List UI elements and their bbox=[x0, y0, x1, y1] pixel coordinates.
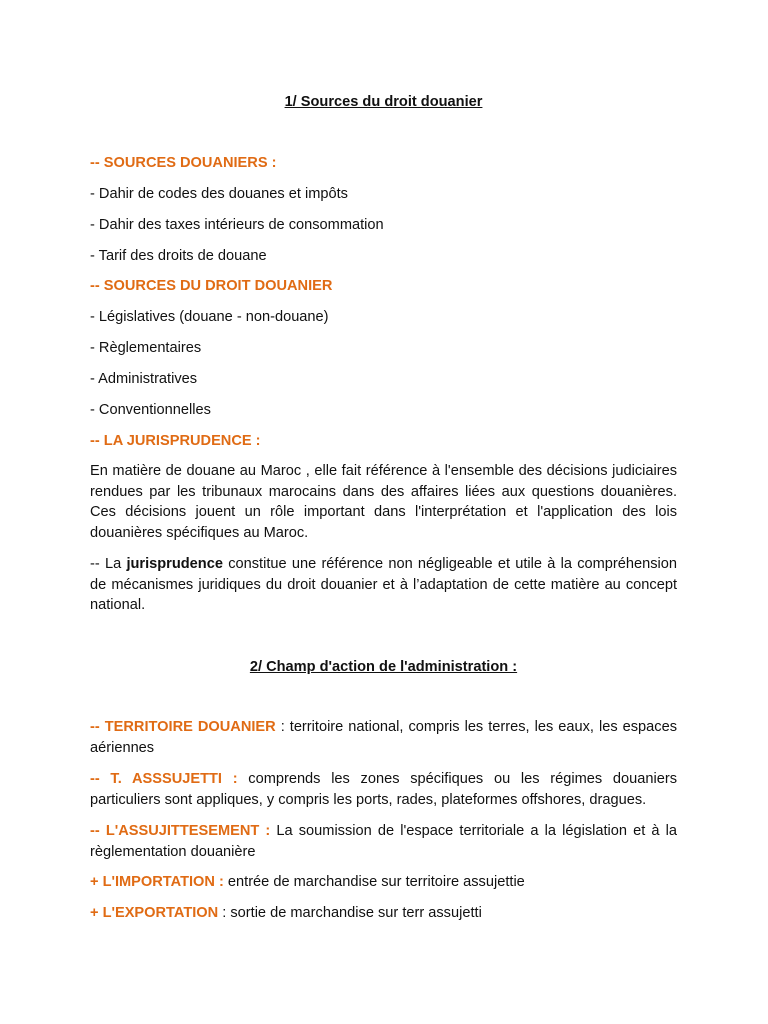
section-2-title: 2/ Champ d'action de l'administration : bbox=[249, 659, 518, 675]
list-item: - Tarif des droits de douane bbox=[90, 248, 267, 264]
heading-sources-droit-douanier: -- SOURCES DU DROIT DOUANIER bbox=[90, 278, 333, 294]
definition-text: La soumission de l'espace territoriale a la législation et à la règlementation douanière bbox=[90, 823, 677, 860]
heading-sources-douaniers: -- SOURCES DOUANIERS : bbox=[90, 155, 277, 171]
paragraph-jurisprudence-role bbox=[90, 554, 677, 616]
definition-label: + L'EXPORTATION bbox=[90, 905, 219, 921]
list-item: - Administratives bbox=[90, 371, 198, 387]
definition-label: + L'IMPORTATION : bbox=[90, 874, 224, 890]
definition-label: -- TERRITOIRE DOUANIER bbox=[90, 719, 276, 735]
keyword-jurisprudence: jurisprudence bbox=[126, 556, 223, 572]
list-item: - Règlementaires bbox=[90, 340, 202, 356]
definition-text: : territoire national, compris les terres, les eaux, les espaces aériennes bbox=[90, 719, 677, 756]
definition-item bbox=[90, 769, 677, 810]
list-item: - Législatives (douane - non-douane) bbox=[90, 309, 329, 325]
definition-text: entrée de marchandise sur territoire assujettie bbox=[223, 874, 525, 890]
definition-text: : sortie de marchandise sur terr assujetti bbox=[218, 905, 482, 921]
definition-text: comprends les zones spécifiques ou les régimes douaniers particuliers sont appliques, y compris les ports, rades, plateformes offshores, dragues. bbox=[90, 771, 677, 808]
heading-jurisprudence: -- LA JURISPRUDENCE : bbox=[90, 433, 261, 449]
definition-item bbox=[90, 717, 677, 758]
list-item: - Conventionnelles bbox=[90, 402, 211, 418]
definition-item bbox=[90, 821, 677, 862]
section-1-title: 1/ Sources du droit douanier bbox=[284, 94, 483, 110]
paragraph-jurisprudence: En matière de douane au Maroc , elle fait référence à l'ensemble des décisions judiciaires rendues par les tribunaux marocains dans des affaires liées aux questions douanières. Ces décisions jouent un rôle important dans l'interprétation et l'application des lois douanières spécifiques au Maroc. bbox=[90, 463, 677, 541]
definition-label: -- L'ASSUJITTESEMENT : bbox=[90, 823, 271, 839]
paragraph-prefix: -- La bbox=[90, 556, 127, 572]
definition-label: -- T. ASSSUJETTI : bbox=[90, 771, 238, 787]
list-item: - Dahir de codes des douanes et impôts bbox=[90, 186, 348, 202]
definition-item bbox=[90, 903, 677, 924]
paragraph-rest: constitue une référence non négligeable et utile à la compréhension de mécanismes juridiques du droit douanier et à l’adaptation de cette matière au concept national. bbox=[90, 556, 677, 614]
list-item: - Dahir des taxes intérieurs de consommation bbox=[90, 217, 384, 233]
definition-item bbox=[90, 872, 677, 893]
